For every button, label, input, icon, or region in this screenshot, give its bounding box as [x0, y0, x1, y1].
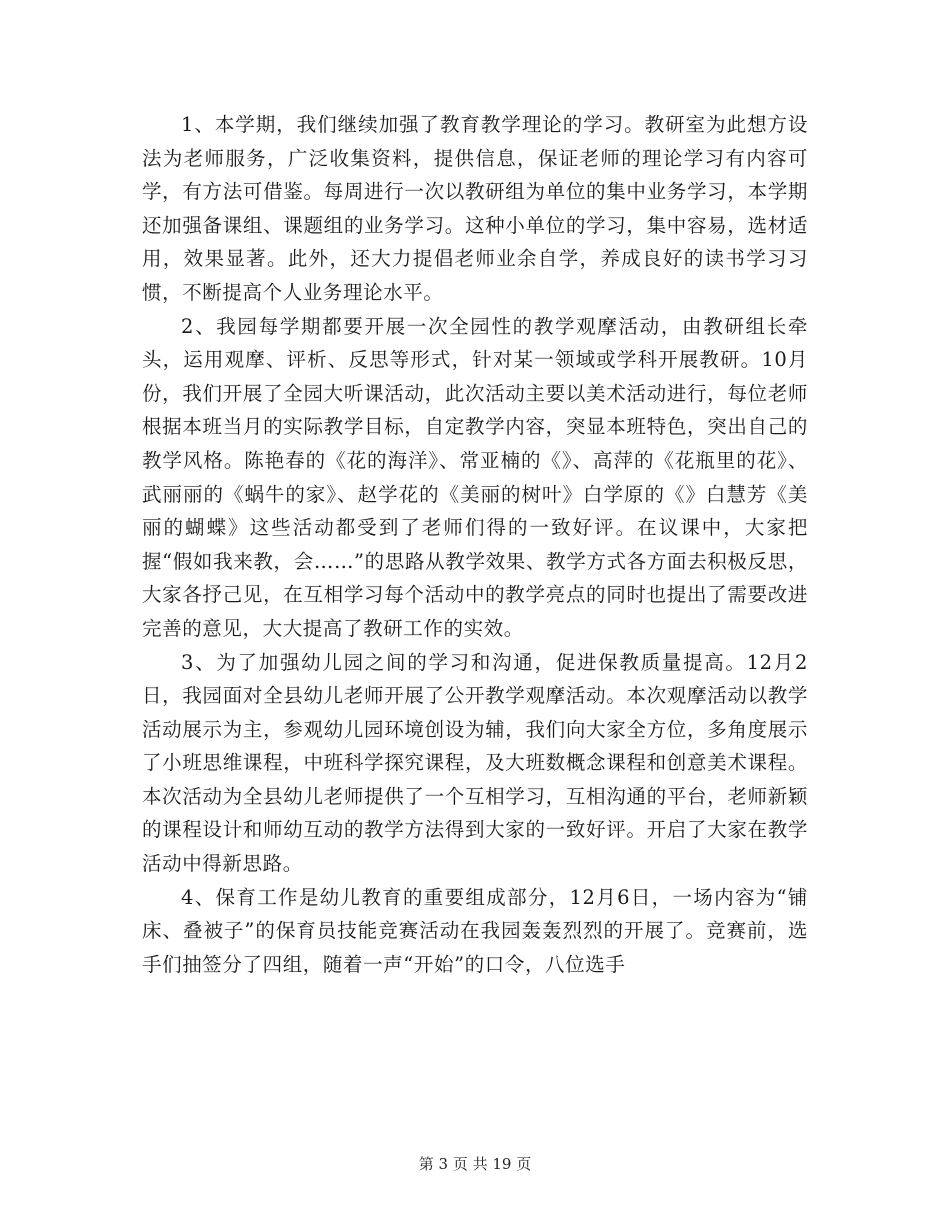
paragraph-2: 2、我园每学期都要开展一次全园性的教学观摩活动，由教研组长牵头，运用观摩、评析、反思等形式，针对某一领域或学科开展教研。10月份，我们开展了全园大听课活动，此次活动主要以美术活动进行，每位老师根据本班当月的实际教学目标，自定教学内容，突显本班特色，突出自己的教学风格。陈艳春的《花的海洋》、常亚楠的《》、高萍的《花瓶里的花》、武丽丽的《蜗牛的家》、赵学花的《美丽的树叶》白学原的《》白慧芳《美丽的蝴蝶》这些活动都受到了老师们得的一致好评。在议课中，大家把握“假如我来教，会……”的思路从教学效果、教学方式各方面去积极反思，大家各抒己见，在互相学习每个活动中的教学亮点的同时也提出了需要改进完善的意见，大大提高了教研工作的实效。 — [142, 314, 808, 640]
document-body — [142, 108, 808, 981]
paragraph-1: 1、本学期，我们继续加强了教育教学理论的学习。教研室为此想方设法为老师服务，广泛收集资料，提供信息，保证老师的理论学习有内容可学，有方法可借鉴。每周进行一次以教研组为单位的集中业务学习，本学期还加强备课组、课题组的业务学习。这种小单位的学习，集中容易，选材适用，效果显著。此外，还大力提倡老师业余自学，养成良好的读书学习习惯，不断提高个人业务理论水平。 — [142, 113, 808, 304]
paragraph-4: 4、保育工作是幼儿教育的重要组成部分，12月6日，一场内容为“铺床、叠被子”的保育员技能竞赛活动在我园轰轰烈烈的开展了。竞赛前，选手们抽签分了四组，随着一声“开始”的口令，八位选手 — [142, 885, 808, 976]
page-footer — [0, 1153, 950, 1174]
paragraph-3: 3、为了加强幼儿园之间的学习和沟通，促进保教质量提高。12月2日，我园面对全县幼儿老师开展了公开教学观摩活动。本次观摩活动以教学活动展示为主，参观幼儿园环境创设为辅，我们向大家全方位，多角度展示了小班思维课程，中班科学探究课程，及大班数概念课程和创意美术课程。本次活动为全县幼儿老师提供了一个互相学习，互相沟通的平台，老师新颖的课程设计和师幼互动的教学方法得到大家的一致好评。开启了大家在教学活动中得新思路。 — [142, 650, 808, 876]
page-number-label: 第 3 页 共 19 页 — [418, 1155, 532, 1173]
